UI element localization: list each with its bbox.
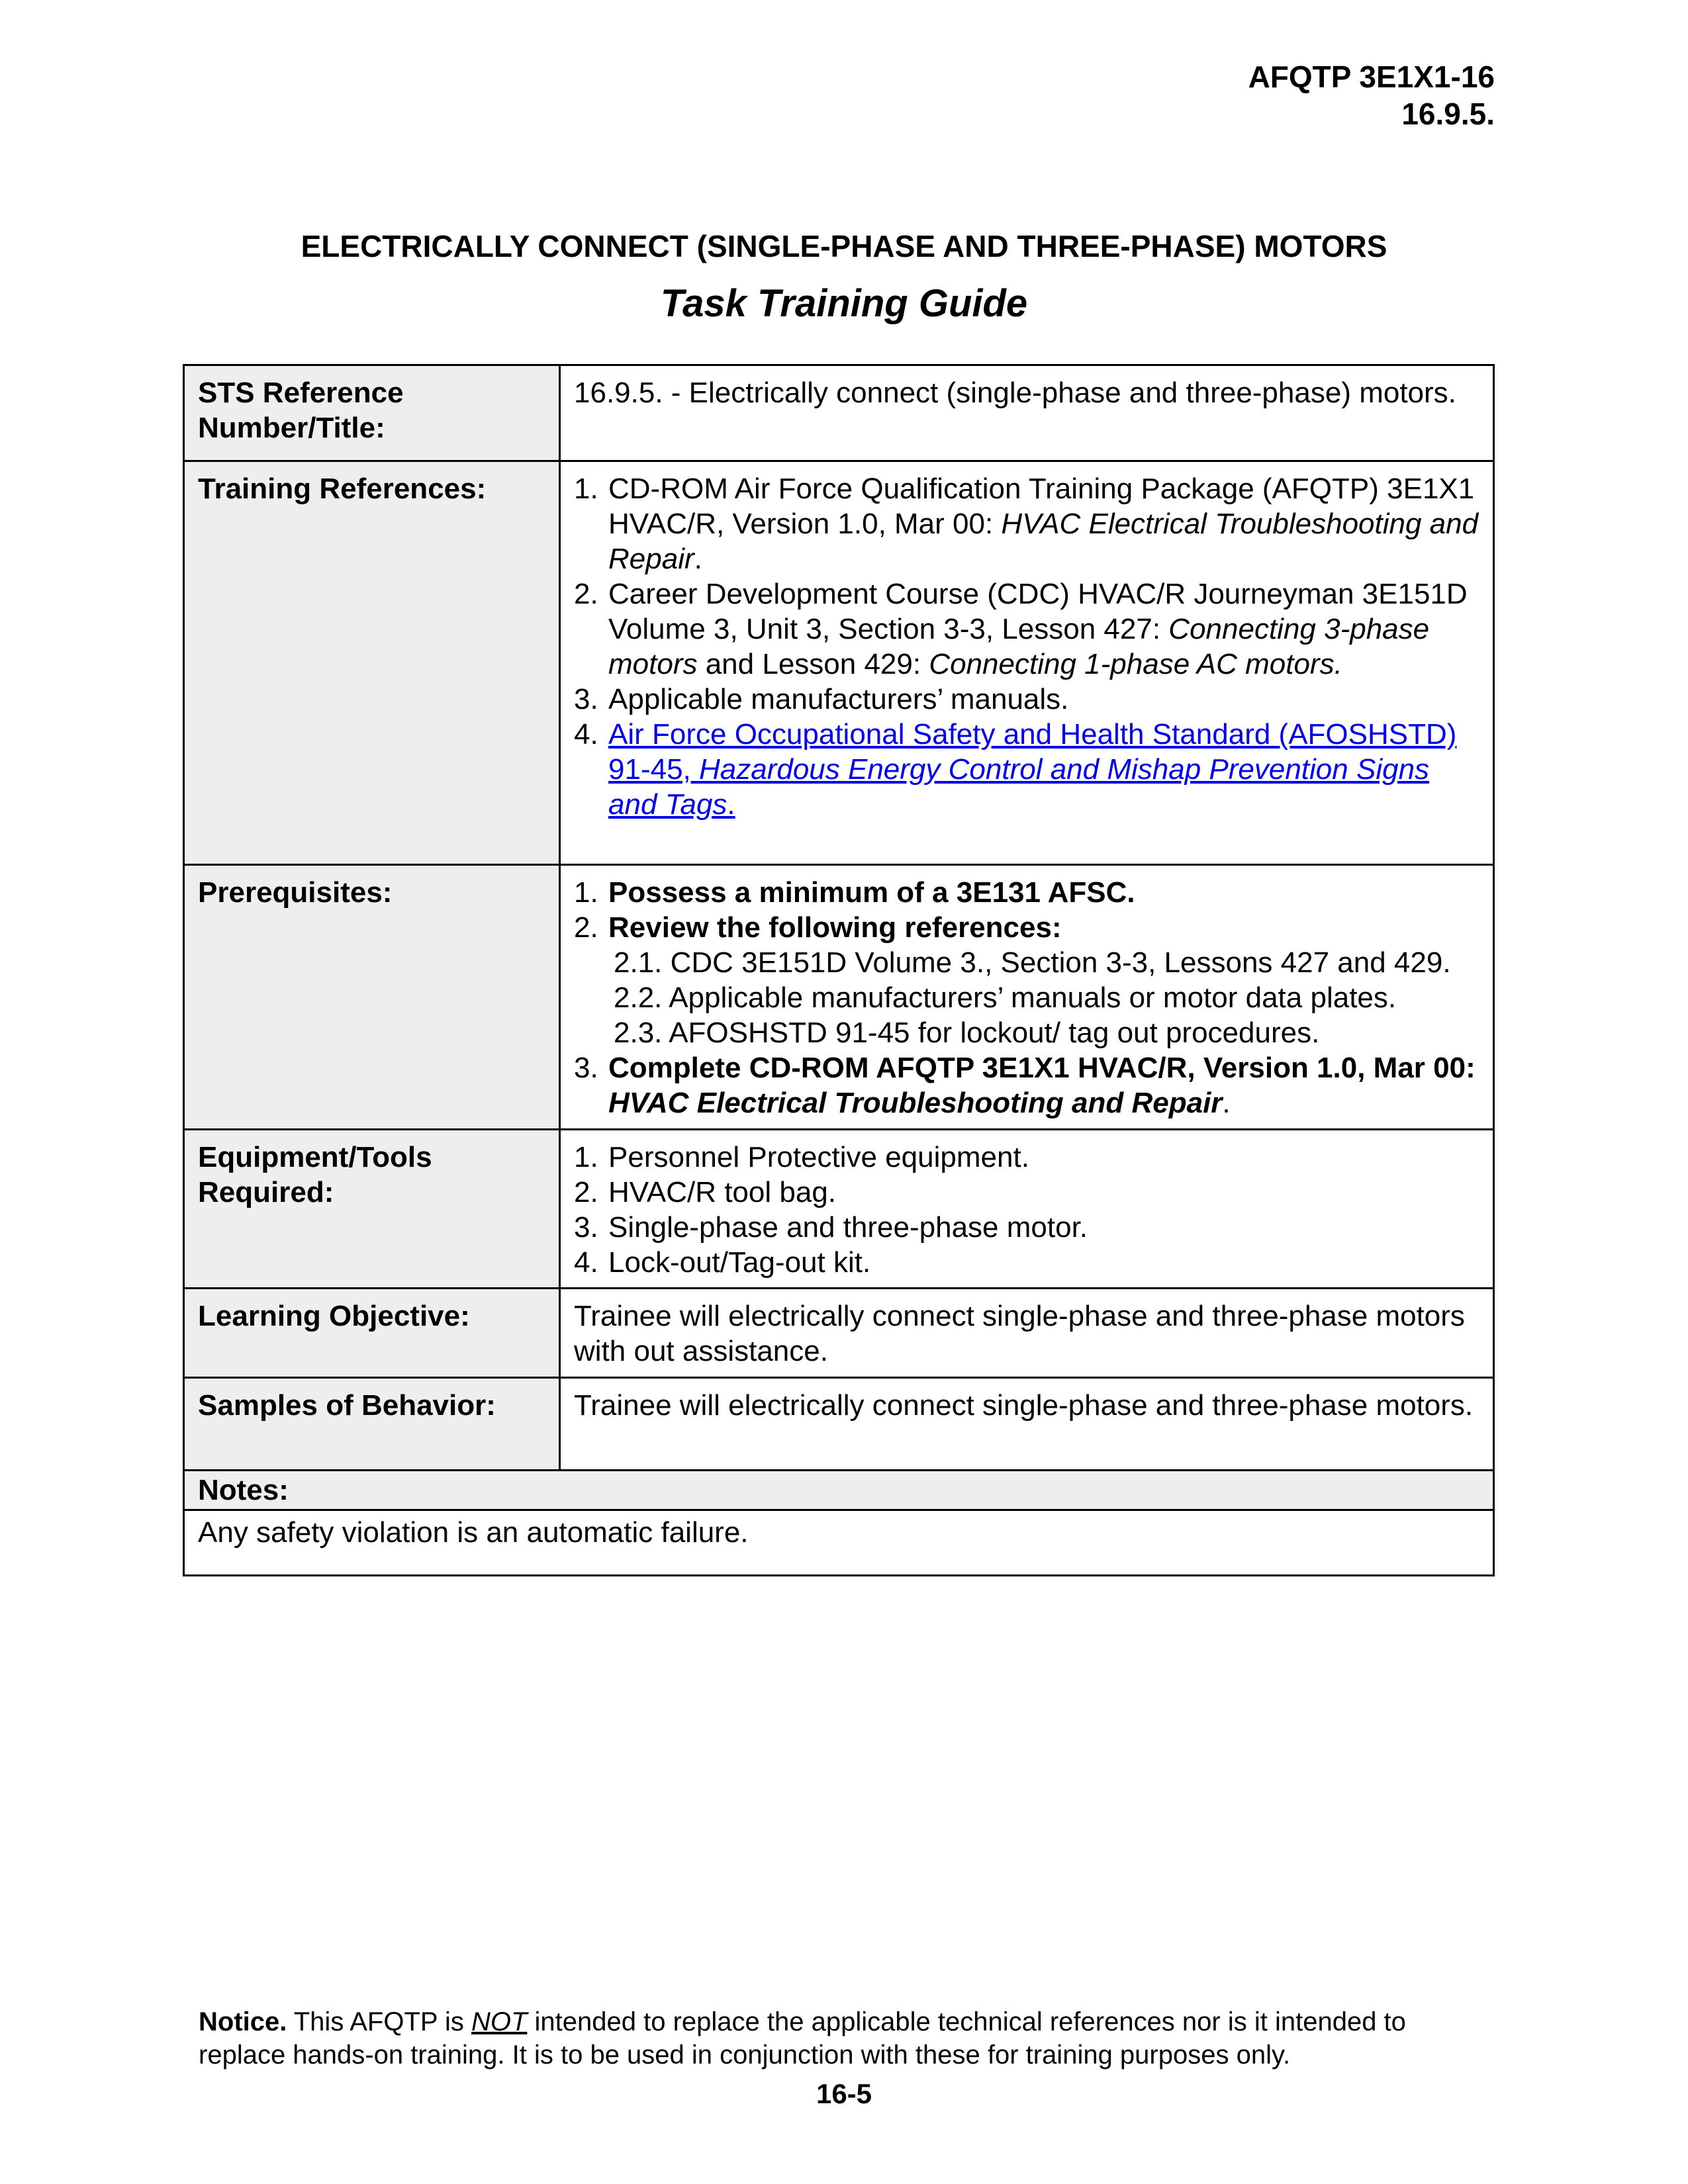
prerequisites-label: Prerequisites: xyxy=(184,865,560,1130)
table-row xyxy=(184,1510,1494,1576)
notice-paragraph: Notice. This AFQTP is NOT intended to replace the applicable technical references nor is it intended to replace hands-on training. It is to be used in conjunction with these for training purposes only. xyxy=(199,2007,1406,2070)
samples-of-behavior-value: Trainee will electrically connect single-phase and three-phase motors. xyxy=(560,1378,1494,1471)
prerequisites-value xyxy=(560,865,1494,1130)
list-item: 2. Review the following references: 2.1. CDC 3E151D Volume 3., Section 3-3, Lessons 427 and 429. 2.2. Applicable manufacturers’ manuals or motor data plates. 2.3. AFOSHSTD 91-45 for lockout/ tag out procedures. xyxy=(574,910,1479,1050)
training-references-value xyxy=(560,461,1494,865)
training-references-label: Training References: xyxy=(184,461,560,865)
list-item: 4. Lock-out/Tag-out kit. xyxy=(574,1246,871,1279)
list-item: 3. Single-phase and three-phase motor. xyxy=(574,1211,1088,1244)
list-item: 1. CD-ROM Air Force Qualification Training Package (AFQTP) 3E1X1 HVAC/R, Version 1.0, Mar 00: HVAC Electrical Troubleshooting and Repair. xyxy=(574,473,1479,575)
learning-objective-value: Trainee will electrically connect single-phase and three-phase motors with out assistance. xyxy=(560,1289,1494,1378)
sts-label: STS Reference Number/Title: xyxy=(184,365,560,461)
sub-item: 2.2. Applicable manufacturers’ manuals or motor data plates. xyxy=(614,981,1397,1014)
table-row xyxy=(184,461,1494,865)
list-item: 4. Air Force Occupational Safety and Health Standard (AFOSHSTD) 91-45, Hazardous Energy Control and Mishap Prevention Signs and Tags. xyxy=(574,718,1457,821)
page-title: ELECTRICALLY CONNECT (SINGLE-PHASE AND THREE-PHASE) MOTORS xyxy=(301,229,1387,263)
list-item: 3. Complete CD-ROM AFQTP 3E1X1 HVAC/R, Version 1.0, Mar 00: HVAC Electrical Troubleshooting and Repair. xyxy=(574,1052,1476,1119)
equipment-label: Equipment/Tools Required: xyxy=(184,1130,560,1289)
notes-value: Any safety violation is an automatic failure. xyxy=(184,1510,1494,1576)
list-item: 3. Applicable manufacturers’ manuals. xyxy=(574,683,1069,715)
afoshstd-link[interactable]: Air Force Occupational Safety and Health Standard (AFOSHSTD) 91-45, Hazardous Energy Control and Mishap Prevention Signs and Tags. xyxy=(608,718,1457,821)
training-references-list xyxy=(574,471,1479,822)
table-row xyxy=(184,365,1494,461)
sts-value: 16.9.5. - Electrically connect (single-phase and three-phase) motors. xyxy=(560,365,1494,461)
learning-objective-label: Learning Objective: xyxy=(184,1289,560,1378)
task-training-table xyxy=(183,364,1495,1576)
notice-label: Notice. xyxy=(199,2007,287,2036)
table-row xyxy=(184,865,1494,1130)
table-row xyxy=(184,1471,1494,1510)
notes-label: Notes: xyxy=(184,1471,1494,1510)
samples-of-behavior-label: Samples of Behavior: xyxy=(184,1378,560,1471)
equipment-value xyxy=(560,1130,1494,1289)
document-header xyxy=(1248,58,1495,132)
sub-item: 2.3. AFOSHSTD 91-45 for lockout/ tag out procedures. xyxy=(614,1017,1320,1049)
table-row xyxy=(184,1289,1494,1378)
table-row xyxy=(184,1378,1494,1471)
prerequisites-list xyxy=(574,875,1479,1120)
list-item: 2. Career Development Course (CDC) HVAC/R Journeyman 3E151D Volume 3, Unit 3, Section 3-3, Lesson 427: Connecting 3-phase motors and Lesson 429: Connecting 1-phase AC motors. xyxy=(574,578,1468,680)
list-item: 1. Personnel Protective equipment. xyxy=(574,1141,1029,1173)
list-item: 1. Possess a minimum of a 3E131 AFSC. xyxy=(574,876,1135,909)
section-number: 16.9.5. xyxy=(1401,97,1495,131)
document-id: AFQTP 3E1X1-16 xyxy=(1248,60,1495,94)
page-subtitle: Task Training Guide xyxy=(660,282,1028,325)
list-item: 2. HVAC/R tool bag. xyxy=(574,1176,837,1208)
equipment-list xyxy=(574,1140,1479,1280)
table-row xyxy=(184,1130,1494,1289)
page-number: 16-5 xyxy=(816,2078,872,2109)
sub-item: 2.1. CDC 3E151D Volume 3., Section 3-3, Lessons 427 and 429. xyxy=(614,946,1451,979)
notice-emphasis: NOT xyxy=(471,2007,528,2036)
